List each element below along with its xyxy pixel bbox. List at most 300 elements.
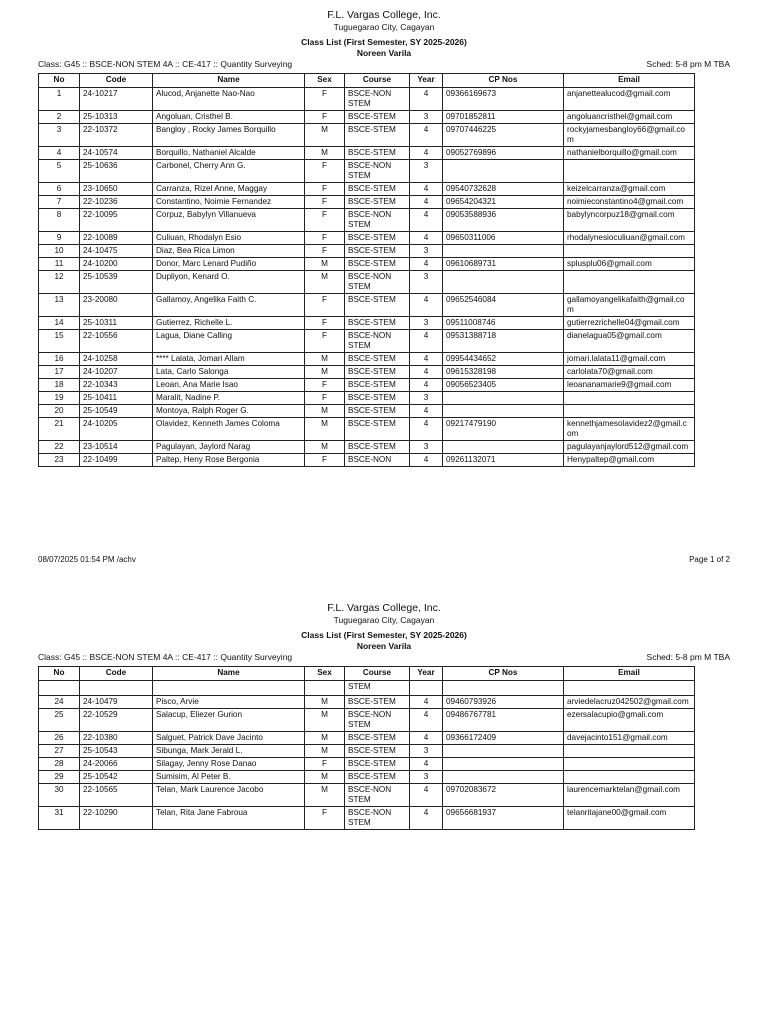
cell-code: 22-10236 xyxy=(80,196,153,209)
cell-year: 4 xyxy=(410,366,443,379)
cell-code: 22-10290 xyxy=(80,807,153,830)
cell-email: angoluancristhel@gmail.com xyxy=(564,111,695,124)
cell-year: 4 xyxy=(410,696,443,709)
cell-no: 3 xyxy=(39,124,80,147)
cell-course: BSCE-STEM xyxy=(345,317,410,330)
class-roster-table xyxy=(38,73,695,467)
cell-name: Bangloy , Rocky James Borquillo xyxy=(153,124,305,147)
cell-course: BSCE-STEM xyxy=(345,147,410,160)
column-header-cp-nos: CP Nos xyxy=(443,667,564,681)
table-row xyxy=(39,245,695,258)
cell-year: 3 xyxy=(410,111,443,124)
cell-sex: F xyxy=(305,245,345,258)
cell-no: 28 xyxy=(39,758,80,771)
class-list-title: Class List (First Semester, SY 2025-2026) xyxy=(301,37,467,47)
cell-cp: 09650311006 xyxy=(443,232,564,245)
cell-code: 23-10650 xyxy=(80,183,153,196)
cell-year: 4 xyxy=(410,209,443,232)
cell-sex: M xyxy=(305,366,345,379)
cell-cp xyxy=(443,771,564,784)
cell-no: 16 xyxy=(39,353,80,366)
cell-name: Lagua, Diane Calling xyxy=(153,330,305,353)
cell-name: Culiuan, Rhodalyn Esio xyxy=(153,232,305,245)
cell-code: 25-10539 xyxy=(80,271,153,294)
table-row xyxy=(39,771,695,784)
cell-sex: M xyxy=(305,696,345,709)
cell-cp: 09366169673 xyxy=(443,88,564,111)
cell-cp xyxy=(443,245,564,258)
cell-cp: 09053588936 xyxy=(443,209,564,232)
column-header-sex: Sex xyxy=(305,667,345,681)
cell-code: 22-10089 xyxy=(80,232,153,245)
cell-email: babylyncorpuz18@gmail.com xyxy=(564,209,695,232)
cell-name: Telan, Mark Laurence Jacobo xyxy=(153,784,305,807)
cell-no: 20 xyxy=(39,405,80,418)
class-info-line xyxy=(0,652,768,663)
cell-sex: M xyxy=(305,124,345,147)
cell-no: 10 xyxy=(39,245,80,258)
cell-email: davejacinto151@gmail.com xyxy=(564,732,695,745)
cell-name: Leoan, Ana Marie Isao xyxy=(153,379,305,392)
cell-sex: M xyxy=(305,405,345,418)
cell-year: 4 xyxy=(410,124,443,147)
cell-code: 23-20080 xyxy=(80,294,153,317)
cell-year: 4 xyxy=(410,258,443,271)
table-row xyxy=(39,258,695,271)
cell-email xyxy=(564,160,695,183)
cell-email: rhodalynesioculiuan@gmail.com xyxy=(564,232,695,245)
table-row xyxy=(39,124,695,147)
table-row xyxy=(39,353,695,366)
cell-course: BSCE-STEM xyxy=(345,379,410,392)
cell-no: 11 xyxy=(39,258,80,271)
table-row xyxy=(39,294,695,317)
table-row xyxy=(39,330,695,353)
cell-code: 24-10207 xyxy=(80,366,153,379)
cell-course: BSCE-NON STEM xyxy=(345,330,410,353)
cell-course: BSCE-STEM xyxy=(345,405,410,418)
table-row xyxy=(39,147,695,160)
cell-year: 4 xyxy=(410,454,443,467)
cell-code: 22-10556 xyxy=(80,330,153,353)
cell-year: 3 xyxy=(410,745,443,758)
table-row xyxy=(39,317,695,330)
cell-email: keizelcarranza@gmail.com xyxy=(564,183,695,196)
cell-no: 17 xyxy=(39,366,80,379)
cell-name: Salacup, Eliezer Gurion xyxy=(153,709,305,732)
column-header-email: Email xyxy=(564,667,695,681)
cell-sex: F xyxy=(305,232,345,245)
cell-code: 24-10475 xyxy=(80,245,153,258)
cell-code: 25-10313 xyxy=(80,111,153,124)
cell-cp xyxy=(443,745,564,758)
cell-code: 25-10411 xyxy=(80,392,153,405)
cell-no: 13 xyxy=(39,294,80,317)
cell-no: 29 xyxy=(39,771,80,784)
cell-no: 31 xyxy=(39,807,80,830)
cell-email: pagulayanjaylord512@gmail.com xyxy=(564,441,695,454)
cell-year: 4 xyxy=(410,147,443,160)
cell-no: 26 xyxy=(39,732,80,745)
table-row xyxy=(39,392,695,405)
cell-sex: M xyxy=(305,732,345,745)
table-header-row xyxy=(39,667,695,681)
table-row xyxy=(39,441,695,454)
cell-cp: 09654204321 xyxy=(443,196,564,209)
class-info: Class: G45 :: BSCE-NON STEM 4A :: CE-417 :: Quantity Surveying xyxy=(38,59,293,69)
cell-course: BSCE-STEM xyxy=(345,732,410,745)
cell-name: Dupliyon, Kenard O. xyxy=(153,271,305,294)
cell-name: Pisco, Arvie xyxy=(153,696,305,709)
cell-code: 24-10479 xyxy=(80,696,153,709)
cell-email xyxy=(564,745,695,758)
cell-cp: 09052769896 xyxy=(443,147,564,160)
cell-course: BSCE-NON STEM xyxy=(345,209,410,232)
cell-code: 25-10636 xyxy=(80,160,153,183)
column-header-year: Year xyxy=(410,74,443,88)
print-timestamp: 08/07/2025 01:54 PM /achv xyxy=(38,555,136,564)
table-row xyxy=(39,745,695,758)
cell-no: 6 xyxy=(39,183,80,196)
table-row xyxy=(39,784,695,807)
cell-no: 19 xyxy=(39,392,80,405)
cell-year: 3 xyxy=(410,271,443,294)
cell-name: Olavidez, Kenneth James Coloma xyxy=(153,418,305,441)
cell-course: BSCE-NON STEM xyxy=(345,784,410,807)
cell-sex: M xyxy=(305,784,345,807)
cell-email: Henypaltep@gmail.com xyxy=(564,454,695,467)
cell-cp: 09702083672 xyxy=(443,784,564,807)
cell-year: 4 xyxy=(410,88,443,111)
cell-email: gallamoyangelikafaith@gmail.com xyxy=(564,294,695,317)
cell-cp xyxy=(443,405,564,418)
table-row xyxy=(39,366,695,379)
cell-year: 3 xyxy=(410,245,443,258)
cell-year: 4 xyxy=(410,330,443,353)
cell-email: splusplu06@gmail.com xyxy=(564,258,695,271)
cell-year: 3 xyxy=(410,771,443,784)
college-city: Tuguegarao City, Cagayan xyxy=(333,614,435,625)
cell-sex: F xyxy=(305,807,345,830)
table-row xyxy=(39,88,695,111)
cell-code: 25-10549 xyxy=(80,405,153,418)
cell-name: Telan, Rita Jane Fabroua xyxy=(153,807,305,830)
class-info: Class: G45 :: BSCE-NON STEM 4A :: CE-417 :: Quantity Surveying xyxy=(38,652,293,662)
cell-no: 2 xyxy=(39,111,80,124)
schedule: Sched: 5-8 pm M TBA xyxy=(646,59,730,69)
cell-sex: F xyxy=(305,209,345,232)
cell-name: Carranza, Rizel Anne, Maggay xyxy=(153,183,305,196)
table-row xyxy=(39,183,695,196)
cell-course: BSCE-STEM xyxy=(345,245,410,258)
cell-no: 25 xyxy=(39,709,80,732)
cell-name: Corpuz, Babylyn Villanueva xyxy=(153,209,305,232)
table-row xyxy=(39,758,695,771)
cell-email: noimieconstantino4@gmail.com xyxy=(564,196,695,209)
cell-name: Diaz, Bea Rica Limon xyxy=(153,245,305,258)
cell-course: BSCE-STEM xyxy=(345,196,410,209)
cell-sex: F xyxy=(305,454,345,467)
cell-code: 22-10372 xyxy=(80,124,153,147)
cell-year: 4 xyxy=(410,784,443,807)
page-number: Page 1 of 2 xyxy=(689,555,730,564)
cell-course: BSCE-STEM xyxy=(345,294,410,317)
table-row xyxy=(39,418,695,441)
cell-name: Salguet, Patrick Dave Jacinto xyxy=(153,732,305,745)
cell-email xyxy=(564,405,695,418)
cell-name: Carbonel, Cherry Ann G. xyxy=(153,160,305,183)
cell-code: 22-10499 xyxy=(80,454,153,467)
table-row xyxy=(39,454,695,467)
cell-name: Constantino, Noimie Fernandez xyxy=(153,196,305,209)
cell-year: 3 xyxy=(410,392,443,405)
cell-sex: M xyxy=(305,353,345,366)
cell-no: 7 xyxy=(39,196,80,209)
cell-course: BSCE-STEM xyxy=(345,353,410,366)
cell-name: Maralit, Nadine P. xyxy=(153,392,305,405)
cell-cp: 09701852811 xyxy=(443,111,564,124)
cell-year: 4 xyxy=(410,183,443,196)
cell-code: 22-10095 xyxy=(80,209,153,232)
table-body xyxy=(39,681,695,830)
cell-name: Sibunga, Mark Jerald L. xyxy=(153,745,305,758)
document-page-2 xyxy=(0,601,768,827)
cell-email: jomari.lalata11@gmail.com xyxy=(564,353,695,366)
page-header xyxy=(0,10,768,57)
cell-sex: F xyxy=(305,392,345,405)
cell-name: Paltep, Heny Rose Bergonia xyxy=(153,454,305,467)
table-row xyxy=(39,709,695,732)
cell-year: 4 xyxy=(410,196,443,209)
cell-no: 5 xyxy=(39,160,80,183)
carryover-row xyxy=(39,681,695,696)
cell-no: 12 xyxy=(39,271,80,294)
cell-name: Donor, Marc Lenard Pudiño xyxy=(153,258,305,271)
cell-name: Silagay, Jenny Rose Danao xyxy=(153,758,305,771)
table-row xyxy=(39,696,695,709)
cell-cp xyxy=(443,758,564,771)
cell-year: 4 xyxy=(410,405,443,418)
class-list-title: Class List (First Semester, SY 2025-2026) xyxy=(301,630,467,640)
cell-cp: 09610689731 xyxy=(443,258,564,271)
cell-course: BSCE-STEM xyxy=(345,418,410,441)
cell-name: Gutierrez, Richelle L. xyxy=(153,317,305,330)
cell-cp: 09652546084 xyxy=(443,294,564,317)
cell-email: ezersalacupio@gmali.com xyxy=(564,709,695,732)
column-header-course: Course xyxy=(345,74,410,88)
cell-code: 22-10343 xyxy=(80,379,153,392)
cell-email: nathanielborquillo@gmail.com xyxy=(564,147,695,160)
cell-name: Gallamoy, Angelika Faith C. xyxy=(153,294,305,317)
cell-year: 4 xyxy=(410,709,443,732)
cell-cp xyxy=(443,392,564,405)
college-city: Tuguegarao City, Cagayan xyxy=(333,21,435,32)
cell-name: **** Lalata, Jomari Allam xyxy=(153,353,305,366)
page-header xyxy=(0,603,768,650)
cell-no: 9 xyxy=(39,232,80,245)
college-name: F.L. Vargas College, Inc. xyxy=(327,9,441,21)
cell-code: 23-10514 xyxy=(80,441,153,454)
cell-cp: 09954434652 xyxy=(443,353,564,366)
cell-name: Pagulayan, Jaylord Narag xyxy=(153,441,305,454)
table-row xyxy=(39,196,695,209)
cell-cp: 09261132071 xyxy=(443,454,564,467)
carryover-course: STEM xyxy=(345,681,410,696)
cell-sex: M xyxy=(305,418,345,441)
cell-sex: M xyxy=(305,271,345,294)
cell-year: 3 xyxy=(410,441,443,454)
column-header-email: Email xyxy=(564,74,695,88)
cell-course: BSCE-STEM xyxy=(345,758,410,771)
cell-code: 24-10200 xyxy=(80,258,153,271)
table-row xyxy=(39,271,695,294)
cell-code: 24-10258 xyxy=(80,353,153,366)
cell-no: 21 xyxy=(39,418,80,441)
cell-course: BSCE-STEM xyxy=(345,232,410,245)
cell-no: 4 xyxy=(39,147,80,160)
cell-name: Angoluan, Cristhel B. xyxy=(153,111,305,124)
cell-sex: F xyxy=(305,758,345,771)
cell-sex: F xyxy=(305,317,345,330)
cell-code: 22-10565 xyxy=(80,784,153,807)
cell-sex: F xyxy=(305,379,345,392)
cell-sex: F xyxy=(305,88,345,111)
table-row xyxy=(39,807,695,830)
cell-course: BSCE-NON xyxy=(345,454,410,467)
cell-year: 4 xyxy=(410,807,443,830)
cell-email: rockyjamesbangloy66@gmail.com xyxy=(564,124,695,147)
cell-name: Borquillo, Nathaniel Alcalde xyxy=(153,147,305,160)
table-row xyxy=(39,405,695,418)
cell-email: arviedelacruz042502@gmail.com xyxy=(564,696,695,709)
cell-no: 14 xyxy=(39,317,80,330)
cell-code: 24-10217 xyxy=(80,88,153,111)
column-header-no: No xyxy=(39,667,80,681)
cell-email xyxy=(564,771,695,784)
cell-code: 24-10574 xyxy=(80,147,153,160)
cell-code: 25-10311 xyxy=(80,317,153,330)
cell-course: BSCE-NON STEM xyxy=(345,88,410,111)
cell-sex: F xyxy=(305,294,345,317)
cell-email: kennethjamesolavidez2@gmail.com xyxy=(564,418,695,441)
cell-no: 1 xyxy=(39,88,80,111)
cell-cp: 09615328198 xyxy=(443,366,564,379)
cell-email xyxy=(564,271,695,294)
table-body xyxy=(39,88,695,467)
cell-cp: 09540732628 xyxy=(443,183,564,196)
teacher-name: Noreen Varila xyxy=(356,47,412,58)
cell-course: BSCE-NON STEM xyxy=(345,709,410,732)
cell-year: 4 xyxy=(410,758,443,771)
cell-sex: M xyxy=(305,745,345,758)
document-page-1 xyxy=(0,8,768,564)
teacher-name: Noreen Varila xyxy=(356,640,412,651)
cell-name: Sumisim, Al Peter B. xyxy=(153,771,305,784)
table-row xyxy=(39,379,695,392)
cell-name: Alucod, Anjanette Nao-Nao xyxy=(153,88,305,111)
cell-cp: 09056523405 xyxy=(443,379,564,392)
table-row xyxy=(39,160,695,183)
cell-code: 22-10380 xyxy=(80,732,153,745)
cell-year: 4 xyxy=(410,232,443,245)
cell-course: BSCE-NON STEM xyxy=(345,160,410,183)
table-row xyxy=(39,232,695,245)
cell-course: BSCE-STEM xyxy=(345,124,410,147)
cell-email: dianelagua05@gmail.com xyxy=(564,330,695,353)
cell-email xyxy=(564,392,695,405)
column-header-no: No xyxy=(39,74,80,88)
cell-cp: 09460793926 xyxy=(443,696,564,709)
table-row xyxy=(39,111,695,124)
cell-course: BSCE-STEM xyxy=(345,771,410,784)
cell-course: BSCE-STEM xyxy=(345,183,410,196)
cell-no: 24 xyxy=(39,696,80,709)
cell-year: 4 xyxy=(410,418,443,441)
cell-cp: 09531388718 xyxy=(443,330,564,353)
cell-email: laurencemarktelan@gmail.com xyxy=(564,784,695,807)
cell-code: 25-10542 xyxy=(80,771,153,784)
cell-no: 18 xyxy=(39,379,80,392)
cell-sex: F xyxy=(305,196,345,209)
cell-course: BSCE-STEM xyxy=(345,258,410,271)
cell-cp: 09217479190 xyxy=(443,418,564,441)
cell-year: 4 xyxy=(410,732,443,745)
cell-name: Montoya, Ralph Roger G. xyxy=(153,405,305,418)
cell-no: 27 xyxy=(39,745,80,758)
cell-sex: M xyxy=(305,441,345,454)
cell-sex: F xyxy=(305,183,345,196)
cell-year: 3 xyxy=(410,160,443,183)
column-header-name: Name xyxy=(153,74,305,88)
column-header-code: Code xyxy=(80,667,153,681)
cell-course: BSCE-STEM xyxy=(345,392,410,405)
cell-year: 4 xyxy=(410,379,443,392)
cell-sex: M xyxy=(305,709,345,732)
class-info-line xyxy=(0,59,768,70)
cell-email xyxy=(564,245,695,258)
cell-email: leoananamarie9@gmail.com xyxy=(564,379,695,392)
cell-no: 23 xyxy=(39,454,80,467)
column-header-code: Code xyxy=(80,74,153,88)
cell-course: BSCE-STEM xyxy=(345,111,410,124)
cell-year: 4 xyxy=(410,294,443,317)
cell-sex: F xyxy=(305,111,345,124)
cell-name: Lata, Carlo Salonga xyxy=(153,366,305,379)
column-header-course: Course xyxy=(345,667,410,681)
cell-year: 4 xyxy=(410,353,443,366)
cell-email xyxy=(564,758,695,771)
cell-course: BSCE-NON STEM xyxy=(345,271,410,294)
cell-cp: 09366172409 xyxy=(443,732,564,745)
cell-course: BSCE-STEM xyxy=(345,441,410,454)
cell-email: gutierrezrichelle04@gmail.com xyxy=(564,317,695,330)
cell-cp xyxy=(443,441,564,454)
column-header-sex: Sex xyxy=(305,74,345,88)
cell-no: 30 xyxy=(39,784,80,807)
table-row xyxy=(39,732,695,745)
cell-cp xyxy=(443,160,564,183)
cell-no: 15 xyxy=(39,330,80,353)
table-row xyxy=(39,209,695,232)
cell-sex: M xyxy=(305,771,345,784)
column-header-year: Year xyxy=(410,667,443,681)
cell-code: 25-10543 xyxy=(80,745,153,758)
cell-year: 3 xyxy=(410,317,443,330)
schedule: Sched: 5-8 pm M TBA xyxy=(646,652,730,662)
cell-cp: 09511008746 xyxy=(443,317,564,330)
cell-no: 22 xyxy=(39,441,80,454)
cell-code: 24-10205 xyxy=(80,418,153,441)
